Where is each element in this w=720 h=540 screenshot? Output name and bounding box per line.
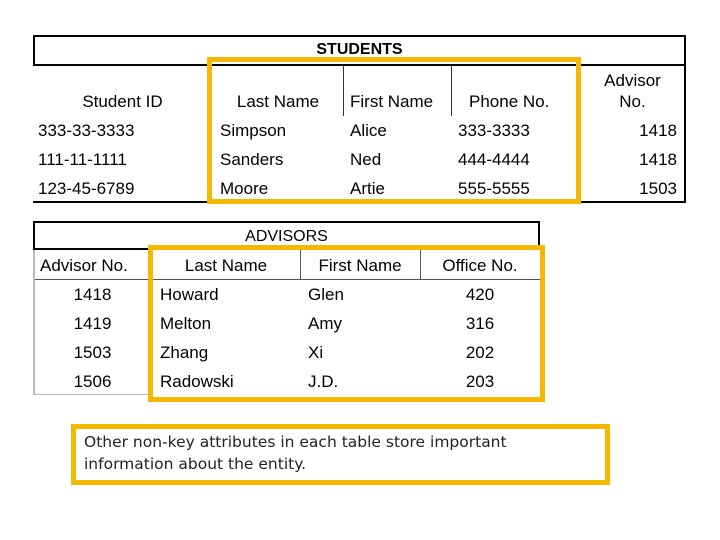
table-row-cell: 203 (465, 372, 495, 391)
header-advisor-last-name: Last Name (184, 256, 268, 275)
header-advisor-line1: Advisor (604, 71, 661, 90)
table-row-cell: 1418 (639, 121, 677, 140)
table-row-cell: Sanders (220, 150, 284, 169)
table-row-cell: Moore (220, 179, 269, 198)
students-highlight-box (207, 57, 581, 204)
table-row-cell: J.D. (308, 372, 339, 391)
table-row-cell: Alice (350, 121, 387, 140)
header-first-name: First Name (350, 92, 434, 111)
header-phone: Phone No. (469, 92, 550, 111)
table-row-cell: 1503 (639, 179, 677, 198)
header-office: Office No. (442, 256, 518, 275)
table-row-cell: Melton (160, 314, 212, 333)
table-row-cell: Xi (308, 343, 324, 362)
table-row-cell: Artie (350, 179, 385, 198)
table-row-cell: 202 (465, 343, 495, 362)
table-row-cell: Radowski (160, 372, 234, 391)
note-callout (71, 424, 610, 485)
table-row-cell: Amy (308, 314, 342, 333)
header-last-name: Last Name (236, 92, 320, 111)
header-advisor-no: Advisor No. (40, 256, 128, 275)
advisors-highlight-box (148, 245, 545, 402)
header-advisor-line2: No. (619, 92, 646, 111)
table-row-cell: 123-45-6789 (38, 179, 135, 198)
advisors-title: ADVISORS (245, 228, 328, 245)
table-row-cell: 1418 (639, 150, 677, 169)
table-row-cell: 333-33-3333 (38, 121, 135, 140)
table-row-cell: 1506 (73, 372, 112, 391)
table-row-cell: 444-4444 (458, 150, 530, 169)
table-row-cell: Zhang (160, 343, 209, 362)
table-row-cell: Ned (350, 150, 382, 169)
table-row-cell: 1503 (73, 343, 112, 362)
table-row-cell: Glen (308, 285, 344, 304)
table-row-cell: Howard (160, 285, 219, 304)
table-row-cell: 333-3333 (458, 121, 530, 140)
table-row-cell: 1418 (73, 285, 112, 304)
table-row-cell: 1419 (73, 314, 112, 333)
students-title: STUDENTS (316, 41, 403, 58)
table-row-cell: 316 (465, 314, 495, 333)
header-advisor-first-name: First Name (318, 256, 402, 275)
table-row-cell: 111-11-1111 (38, 150, 127, 169)
header-student-id: Student ID (82, 92, 163, 111)
note-text: Other non-key attributes in each table store important information about the entity. (84, 433, 507, 473)
table-row-cell: Simpson (220, 121, 287, 140)
table-row-cell: 420 (465, 285, 495, 304)
table-row-cell: 555-5555 (458, 179, 530, 198)
